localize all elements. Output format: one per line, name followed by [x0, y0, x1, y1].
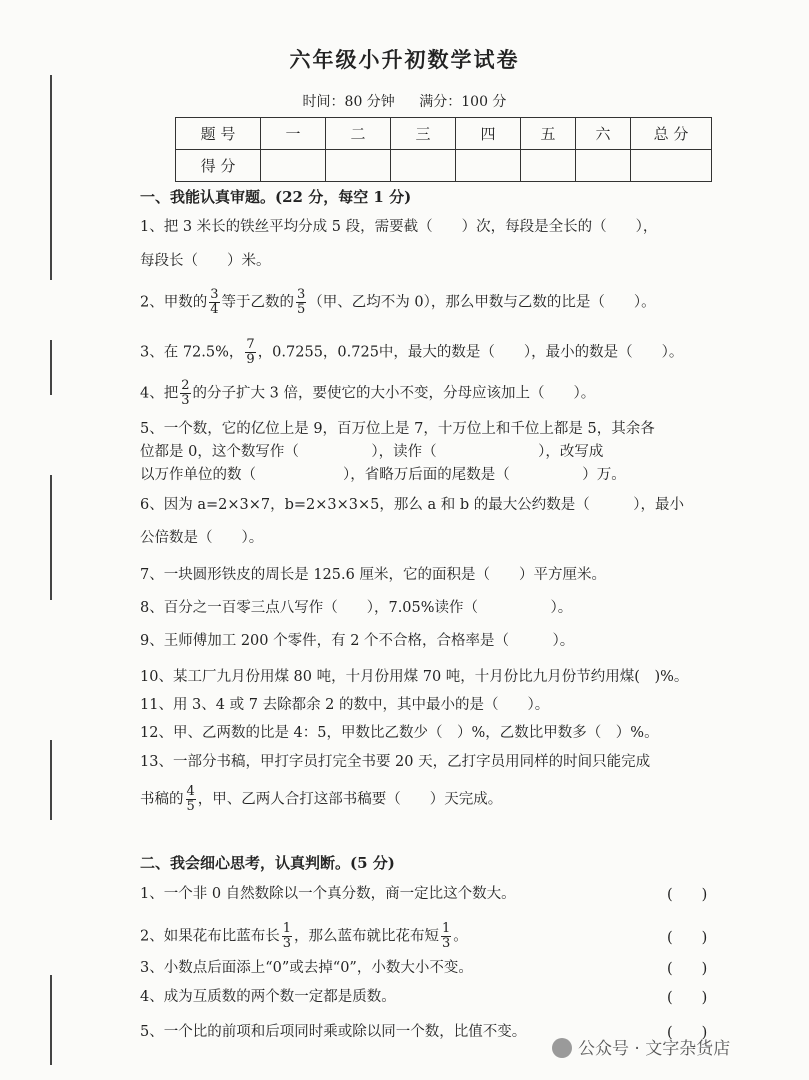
score-cell	[576, 150, 631, 182]
fraction	[180, 379, 190, 408]
answer-bracket: ( )	[667, 887, 708, 903]
fraction-denominator: 4	[210, 302, 219, 317]
exam-info	[0, 91, 809, 111]
judge-question-4: 4、成为互质数的两个数一定都是质数。	[140, 989, 396, 1005]
wechat-account-icon	[552, 1038, 572, 1058]
judge-question-5: 5、一个比的前项和后项同时乘或除以同一个数，比值不变。	[140, 1024, 527, 1040]
score-cell	[261, 150, 326, 182]
fraction-numerator: 1	[282, 921, 292, 936]
fraction-denominator: 3	[181, 393, 190, 408]
question-text: 2、甲数的	[140, 294, 208, 311]
score-cell	[391, 150, 456, 182]
score-cell	[456, 150, 521, 182]
question-1-line-1: 1、把 3 米长的铁丝平均分成 5 段，需要截（ ）次，每段是全长的（ ），	[140, 219, 658, 235]
header-cell: 六	[576, 118, 631, 150]
page-title: 六年级小升初数学试卷	[289, 47, 520, 72]
question-text: ，那么蓝布就比花布短	[294, 928, 440, 945]
question-text: 。	[453, 928, 468, 945]
header-cell: 题 号	[176, 118, 261, 150]
question-5-line-3: 以万作单位的数（ ），省略万后面的尾数是（ ）万。	[140, 467, 626, 483]
header-cell: 一	[261, 118, 326, 150]
question-7: 7、一块圆形铁皮的周长是 125.6 厘米，它的面积是（ ）平方厘米。	[140, 567, 606, 583]
question-5-line-1: 5、一个数，它的亿位上是 9，百万位上是 7，十万位上和千位上都是 5，其余各	[140, 421, 655, 437]
answer-bracket: ( )	[667, 990, 708, 1006]
fraction-numerator: 2	[181, 378, 190, 393]
question-text: 4、把	[140, 385, 179, 402]
score-cell	[521, 150, 576, 182]
question-4	[140, 379, 595, 408]
answer-bracket: ( )	[667, 1025, 708, 1041]
binding-line	[50, 475, 52, 600]
question-9: 9、王师傅加工 200 个零件，有 2 个不合格，合格率是（ ）。	[140, 633, 575, 649]
question-13-line-2	[140, 785, 502, 814]
question-13-line-1: 13、一部分书稿，甲打字员打完全书要 20 天，乙打字员用同样的时间只能完成	[140, 754, 651, 770]
score-table	[175, 117, 712, 182]
fraction	[245, 338, 255, 367]
question-1-line-2: 每段长（ ）米。	[140, 253, 271, 269]
time-info: 时间：80 分钟	[302, 94, 395, 110]
watermark-text: 公众号 · 文字杂货店	[578, 1039, 731, 1059]
answer-bracket: ( )	[667, 961, 708, 977]
question-text: 等于乙数的	[221, 294, 295, 311]
answer-bracket: ( )	[667, 930, 708, 946]
question-3	[140, 338, 683, 367]
fraction	[209, 288, 219, 317]
score-table-score-row	[176, 150, 712, 182]
fraction	[441, 922, 451, 951]
question-11: 11、用 3、4 或 7 去除都余 2 的数中，其中最小的是（ ）。	[140, 697, 550, 713]
score-cell	[631, 150, 712, 182]
fraction-denominator: 9	[246, 352, 255, 367]
question-10: 10、某工厂九月份用煤 80 吨，十月份用煤 70 吨，十月份比九月份节约用煤( )%。	[140, 669, 689, 685]
judge-question-2	[140, 922, 468, 951]
question-6-line-1: 6、因为 a=2×3×7，b=2×3×3×5，那么 a 和 b 的最大公约数是（ ），最小	[140, 497, 684, 513]
binding-line	[50, 340, 52, 395]
fraction	[186, 785, 196, 814]
fraction-denominator: 5	[297, 302, 306, 317]
score-cell	[326, 150, 391, 182]
question-text: 3、在 72.5%，	[140, 344, 244, 361]
header-cell: 二	[326, 118, 391, 150]
full-score-info: 满分：100 分	[419, 94, 507, 110]
question-text: ，0.7255，0.725中，最大的数是（ ），最小的数是（ ）。	[257, 344, 684, 361]
binding-line	[50, 740, 52, 820]
fraction-numerator: 1	[442, 921, 451, 936]
section-1-heading: 一、我能认真审题。(22 分，每空 1 分)	[140, 188, 412, 206]
question-12: 12、甲、乙两数的比是 4：5，甲数比乙数少（ ）%，乙数比甲数多（ ）%。	[140, 725, 659, 741]
header-cell: 三	[391, 118, 456, 150]
question-text: 的分子扩大 3 倍，要使它的大小不变，分母应该加上（ ）。	[192, 385, 596, 402]
fraction-numerator: 3	[210, 287, 219, 302]
question-text: ，甲、乙两人合打这部书稿要（ ）天完成。	[197, 791, 503, 808]
question-2	[140, 288, 656, 317]
binding-line	[50, 975, 52, 1065]
fraction-denominator: 3	[282, 936, 292, 951]
fraction-denominator: 5	[186, 799, 195, 814]
fraction-denominator: 3	[442, 936, 451, 951]
header-cell: 总 分	[631, 118, 712, 150]
fraction	[296, 288, 306, 317]
judge-question-1: 1、一个非 0 自然数除以一个真分数，商一定比这个数大。	[140, 886, 516, 902]
judge-question-3: 3、小数点后面添上“0”或去掉“0”，小数大小不变。	[140, 960, 473, 976]
fraction-numerator: 3	[297, 287, 306, 302]
question-text: （甲、乙均不为 0），那么甲数与乙数的比是（ ）。	[308, 294, 656, 311]
score-table-header-row	[176, 118, 712, 150]
question-text: 书稿的	[140, 791, 184, 808]
header-cell: 五	[521, 118, 576, 150]
fraction-numerator: 4	[186, 784, 195, 799]
question-5-line-2: 位都是 0，这个数写作（ ），读作（ ），改写成	[140, 444, 604, 460]
fraction-numerator: 7	[246, 337, 255, 352]
fraction	[282, 922, 292, 951]
row-label-cell: 得 分	[176, 150, 261, 182]
question-6-line-2: 公倍数是（ ）。	[140, 530, 264, 546]
question-text: 2、如果花布比蓝布长	[140, 928, 280, 945]
section-2-heading: 二、我会细心思考，认真判断。(5 分)	[140, 854, 395, 872]
question-8: 8、百分之一百零三点八写作（ ），7.05%读作（ ）。	[140, 600, 573, 616]
watermark	[552, 1034, 730, 1059]
header-cell: 四	[456, 118, 521, 150]
